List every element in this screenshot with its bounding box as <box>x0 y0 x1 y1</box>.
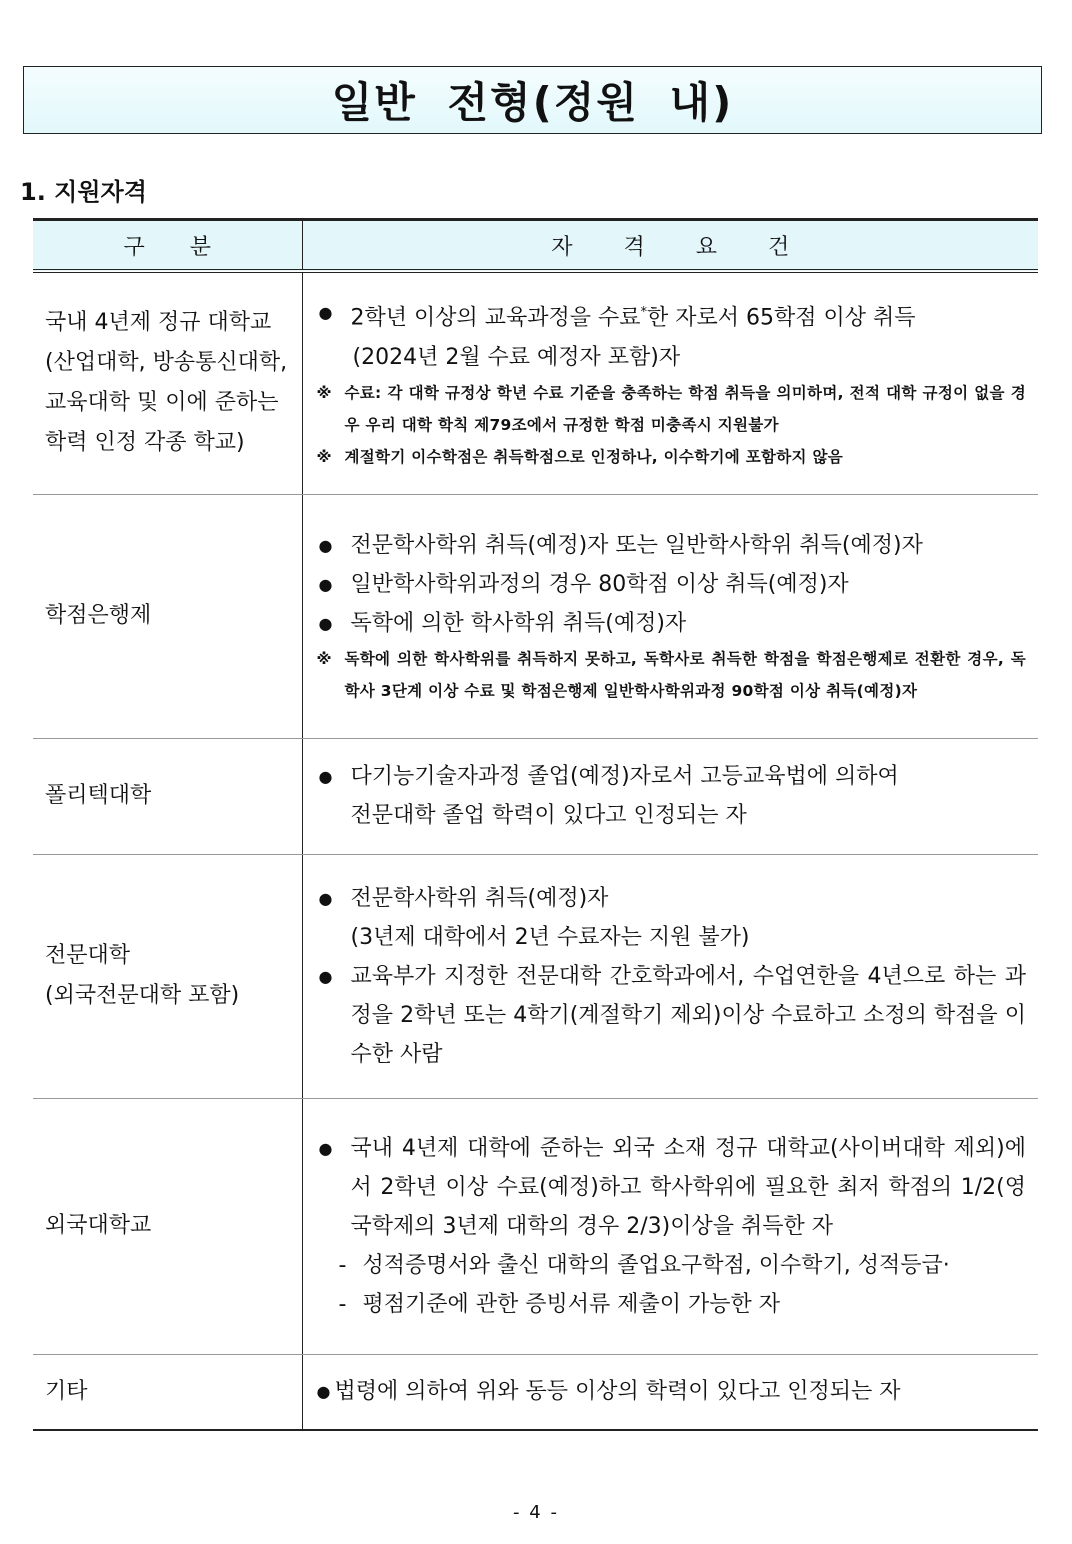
qualification-table <box>33 218 1038 1431</box>
requirement-cell <box>302 1354 1038 1430</box>
category-cell <box>33 271 302 494</box>
table-row <box>33 271 1038 494</box>
category-line: 교육대학 및 이에 준하는 <box>45 390 279 416</box>
requirement-cell <box>302 854 1038 1098</box>
category-line: 학점은행제 <box>45 603 152 628</box>
requirement-note: ※ 계절학기 이수학점은 취득학점으로 인정하나, 이수학기에 포함하지 않음 <box>317 441 1027 473</box>
requirement-bullet: ● 다기능기술자과정 졸업(예정)자로서 고등교육법에 의하여 <box>317 757 1027 796</box>
category-line: 국내 4년제 정규 대학교 <box>45 310 272 336</box>
table-row <box>33 854 1038 1098</box>
category-line: (외국전문대학 포함) <box>45 983 240 1008</box>
table-row <box>33 494 1038 738</box>
requirement-bullet: ● 독학에 의한 학사학위 취득(예정)자 <box>317 604 1027 643</box>
requirement-text: 한 자로서 65학점 이상 취득 <box>647 305 916 331</box>
table-header-row <box>33 220 1038 272</box>
category-cell <box>33 854 302 1098</box>
requirement-cell <box>302 271 1038 494</box>
category-line: (산업대학, 방송통신대학, <box>45 350 288 376</box>
table-row <box>33 1098 1038 1354</box>
footnote-mark: * <box>640 305 648 321</box>
requirement-cell <box>302 738 1038 854</box>
requirement-subitem: - 성적증명서와 출신 대학의 졸업요구학점, 이수학기, 성적등급· <box>317 1246 1027 1285</box>
requirement-bullet: ● 국내 4년제 대학에 준하는 외국 소재 정규 대학교(사이버대학 제외)에서 2학년 이상 수료(예정)하고 학사학위에 필요한 최저 학점의 1/2(영국학제의 3년제 대학의 경우 2/3)이상을 취득한 자 <box>317 1129 1027 1246</box>
table-row <box>33 1354 1038 1430</box>
category-line: 기타 <box>45 1378 88 1404</box>
category-line: 학력 인정 각종 학교) <box>45 430 245 456</box>
category-cell <box>33 738 302 854</box>
requirement-subitem-continuation: - 평점기준에 관한 증빙서류 제출이 가능한 자 <box>317 1285 1027 1324</box>
header-requirements: 자 격 요 건 <box>302 220 1038 272</box>
requirement-bullet: ● 전문학사학위 취득(예정)자 또는 일반학사학위 취득(예정)자 <box>317 526 1027 565</box>
requirement-continuation: 전문대학 졸업 학력이 있다고 인정되는 자 <box>350 803 747 828</box>
table-row <box>33 738 1038 854</box>
requirement-cell <box>302 494 1038 738</box>
category-line: 외국대학교 <box>45 1213 152 1238</box>
requirement-bullet: ● 일반학사학위과정의 경우 80학점 이상 취득(예정)자 <box>317 565 1027 604</box>
requirement-bullet: ● 전문학사학위 취득(예정)자 <box>317 879 1027 918</box>
section-heading: 1. 지원자격 <box>20 178 147 206</box>
category-cell <box>33 494 302 738</box>
requirement-text: 2학년 이상의 교육과정을 수료 <box>350 305 641 331</box>
header-category: 구 분 <box>33 220 302 272</box>
page-title: 일반 전형(정원 내) <box>331 78 734 127</box>
requirement-bullet: ● 법령에 의하여 위와 동등 이상의 학력이 있다고 인정되는 자 <box>317 1372 1027 1411</box>
title-banner <box>23 66 1042 134</box>
page-number: - 4 - <box>513 1502 559 1523</box>
category-cell <box>33 1354 302 1430</box>
requirement-continuation: (2024년 2월 수료 예정자 포함)자 <box>352 345 681 371</box>
requirement-continuation: (3년제 대학에서 2년 수료자는 지원 불가) <box>350 924 750 950</box>
category-line: 폴리텍대학 <box>45 783 152 808</box>
requirement-bullet: ● 교육부가 지정한 전문대학 간호학과에서, 수업연한을 4년으로 하는 과정을 2학년 또는 4학기(계절학기 제외)이상 수료하고 소정의 학점을 이수한 사람 <box>317 957 1027 1074</box>
requirement-note: ※ 독학에 의한 학사학위를 취득하지 못하고, 독학사로 취득한 학점을 학점은행제로 전환한 경우, 독학사 3단계 이상 수료 및 학점은행제 일반학사학위과정 90학점 이상 취득(예정)자 <box>317 643 1027 707</box>
category-cell <box>33 1098 302 1354</box>
requirement-note: ※ 수료: 각 대학 규정상 학년 수료 기준을 충족하는 학점 취득을 의미하며, 전적 대학 규정이 없을 경우 우리 대학 학칙 제79조에서 규정한 학점 미충족시 지원불가 <box>317 377 1027 441</box>
requirement-bullet <box>317 293 1027 338</box>
requirement-cell <box>302 1098 1038 1354</box>
category-line: 전문대학 <box>45 943 131 968</box>
